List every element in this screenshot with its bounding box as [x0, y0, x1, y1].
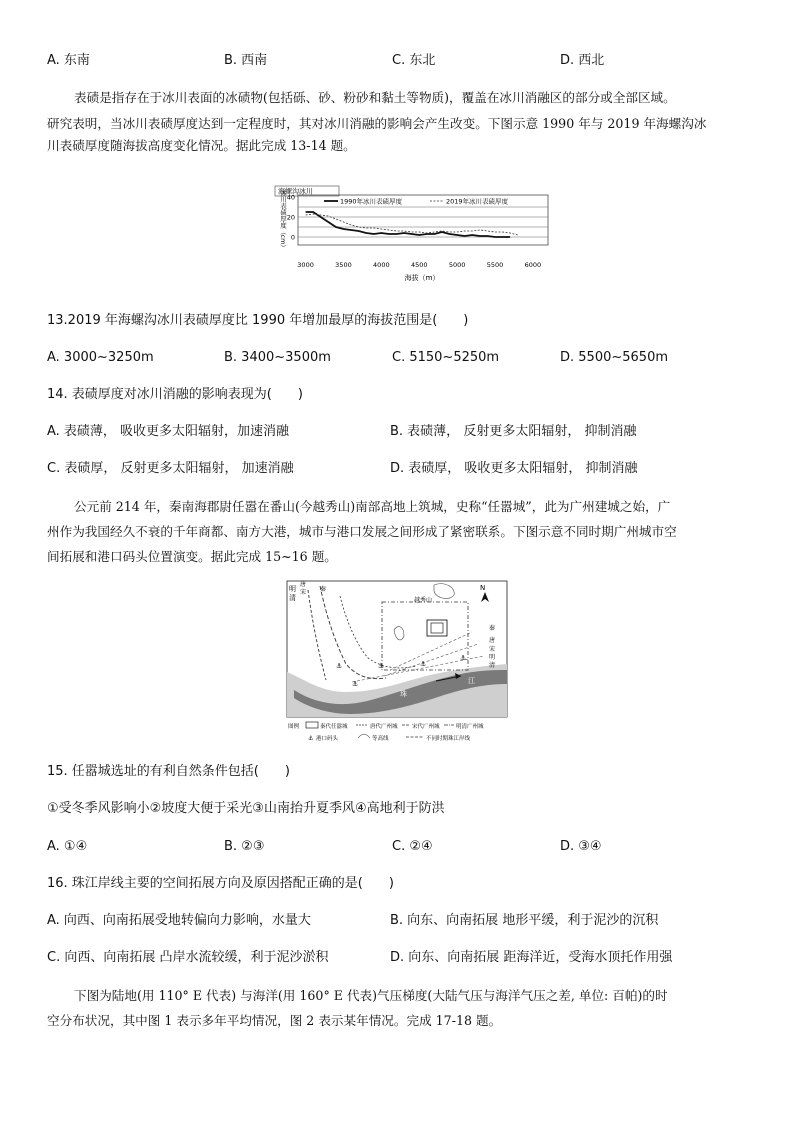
y-tick-label: 20 [286, 213, 295, 222]
q13-stem: 13.2019 年海螺沟冰川表碛厚度比 1990 年增加最厚的海拔范围是( ) [47, 313, 469, 328]
q13-option-c[interactable]: C. 5150~5250m [392, 350, 500, 365]
label-right-qing: 清 [489, 662, 496, 669]
x-tick-label: 5000 [448, 261, 466, 269]
y-axis-label: 冰川表碛厚度（cm） [279, 189, 287, 251]
qin-city [427, 620, 447, 636]
port-anchor-icon: ⚓ [352, 680, 359, 688]
label-tang: 唐 [300, 581, 307, 588]
q13-option-a[interactable]: A. 3000~3250m [47, 350, 154, 365]
label-song: 宋 [300, 589, 307, 596]
passage1-line-2: 研究表明，当冰川表碛厚度达到一定程度时，其对冰川消融的影响会产生改变。下图示意 1990 年与 2019 年海螺沟冰 [47, 116, 707, 131]
x-tick-label: 4500 [410, 261, 428, 269]
passage3-line-1: 下图为陆地(用 110° E 代表) 与海洋(用 160° E 代表)气压梯度(大陆气压与海洋气压之差, 单位: 百帕)的时 [74, 988, 668, 1003]
guangzhou-map [286, 580, 508, 746]
passage2-line-1: 公元前 214 年，秦南海郡尉任嚣在番山(今越秀山)南部高地上筑城，史称“任嚣城”，此为广州建城之始，广 [74, 499, 671, 514]
chart-title: 海螺沟冰川 [278, 187, 313, 196]
legend-2019-label: 2019年冰川表碛厚度 [446, 197, 509, 206]
passage3-line-2: 空分布状况，其中图 1 表示多年平均情况，图 2 表示某年情况。完成 17-18 题。 [47, 1013, 502, 1028]
label-ming: 明 [289, 585, 296, 593]
q14-option-d[interactable]: D. 表碛厚， 吸收更多太阳辐射， 抑制消融 [390, 461, 638, 476]
q15-stem: 15. 任嚣城选址的有利自然条件包括( ) [47, 764, 290, 779]
legend-shore-label: 不同时期珠江岸线 [426, 736, 471, 742]
legend-qin-label: 秦代任嚣城 [320, 724, 348, 730]
legend-mingqing-label: 明清广州城 [456, 724, 484, 730]
q14-option-b[interactable]: B. 表碛薄， 反射更多太阳辐射， 抑制消融 [390, 424, 637, 439]
label-right-tang: 唐 [489, 637, 496, 644]
plot-frame [298, 195, 548, 245]
label-yuexiu: 越秀山 [414, 597, 433, 604]
passage2-line-2: 州作为我国经久不衰的千年商都、南方大港，城市与港口发展之间形成了紧密联系。下图示意不同时期广州城市空 [47, 524, 677, 539]
q16-option-c[interactable]: C. 向西、向南拓展 凸岸水流较缓，利于泥沙淤积 [47, 950, 329, 965]
x-tick-label: 6000 [524, 261, 542, 269]
q16-option-d[interactable]: D. 向东、向南拓展 距海洋近，受海水顶托作用强 [390, 950, 673, 965]
option-c[interactable]: C. 东北 [392, 53, 436, 68]
port-anchor-icon: ⚓ [460, 654, 467, 662]
legend-contour-label: 等高线 [372, 736, 389, 742]
label-right-ming: 明 [489, 654, 496, 661]
q15-option-d[interactable]: D. ③④ [560, 839, 602, 854]
y-tick-label: 0 [290, 233, 295, 242]
option-a[interactable]: A. 东南 [47, 53, 90, 68]
north-label: N [480, 584, 486, 592]
river-label-zhu: 珠 [400, 690, 407, 698]
port-anchor-icon: ⚓ [336, 662, 343, 670]
q16-option-b[interactable]: B. 向东、向南拓展 地形平缓，利于泥沙的沉积 [390, 913, 659, 928]
label-qin: 秦 [320, 586, 327, 593]
map-legend [288, 722, 484, 742]
q16-stem: 16. 珠江岸线主要的空间拓展方向及原因搭配正确的是( ) [47, 876, 394, 891]
y-axis-ticks [287, 193, 295, 241]
x-axis-label: 海拔（m） [404, 274, 440, 282]
port-anchor-icon: ⚓ [378, 662, 385, 670]
x-tick-label: 3000 [297, 261, 314, 269]
q13-option-d[interactable]: D. 5500~5650m [560, 350, 668, 365]
y-tick-label: 40 [286, 193, 295, 202]
legend-title: 图例 [288, 724, 300, 730]
legend-qin-swatch [306, 722, 318, 728]
q16-option-a[interactable]: A. 向西、向南拓展受地转偏向力影响，水量大 [47, 913, 311, 928]
x-tick-label: 3500 [335, 261, 352, 269]
x-axis-ticks [297, 261, 541, 269]
x-tick-label: 5500 [486, 261, 504, 269]
q14-option-a[interactable]: A. 表碛薄， 吸收更多太阳辐射，加速消融 [47, 424, 290, 439]
option-d[interactable]: D. 西北 [560, 53, 605, 68]
q15-items: ①受冬季风影响小②坡度大便于采光③山南抬升夏季风④高地利于防洪 [47, 801, 445, 816]
q15-option-a[interactable]: A. ①④ [47, 839, 88, 854]
label-right-qin: 秦 [489, 625, 496, 632]
glacier-debris-chart [272, 184, 552, 286]
port-anchor-icon: ⚓ [420, 660, 427, 668]
legend-song-label: 宋代广州城 [412, 724, 440, 730]
q13-option-b[interactable]: B. 3400~3500m [224, 350, 331, 365]
q14-option-c[interactable]: C. 表碛厚， 反射更多太阳辐射， 加速消融 [47, 461, 294, 476]
option-b[interactable]: B. 西南 [224, 53, 268, 68]
legend-tang-label: 唐代广州城 [370, 724, 398, 730]
series-1990-line [306, 212, 511, 237]
passage1-line-3: 川表碛厚度随海拔高度变化情况。据此完成 13-14 题。 [47, 138, 356, 153]
q14-stem: 14. 表碛厚度对冰川消融的影响表现为( ) [47, 387, 303, 402]
q15-option-c[interactable]: C. ②④ [392, 839, 433, 854]
passage1-line-1: 表碛是指存在于冰川表面的冰碛物(包括砾、砂、粉砂和黏土等物质)，覆盖在冰川消融区的部分或全部区域。 [74, 90, 676, 105]
label-qing: 清 [289, 594, 296, 602]
legend-port-icon: ⚓ [308, 735, 314, 742]
passage2-line-3: 间拓展和港口码头位置演变。据此完成 15~16 题。 [47, 549, 337, 564]
legend-port-label: 港口码头 [316, 736, 339, 742]
label-right-song: 宋 [489, 646, 496, 653]
river-label-jiang: 江 [468, 677, 475, 685]
legend-1990-label: 1990年冰川表碛厚度 [340, 197, 403, 206]
legend-contour-swatch [358, 734, 370, 738]
q15-option-b[interactable]: B. ②③ [224, 839, 265, 854]
x-tick-label: 4000 [373, 261, 390, 269]
